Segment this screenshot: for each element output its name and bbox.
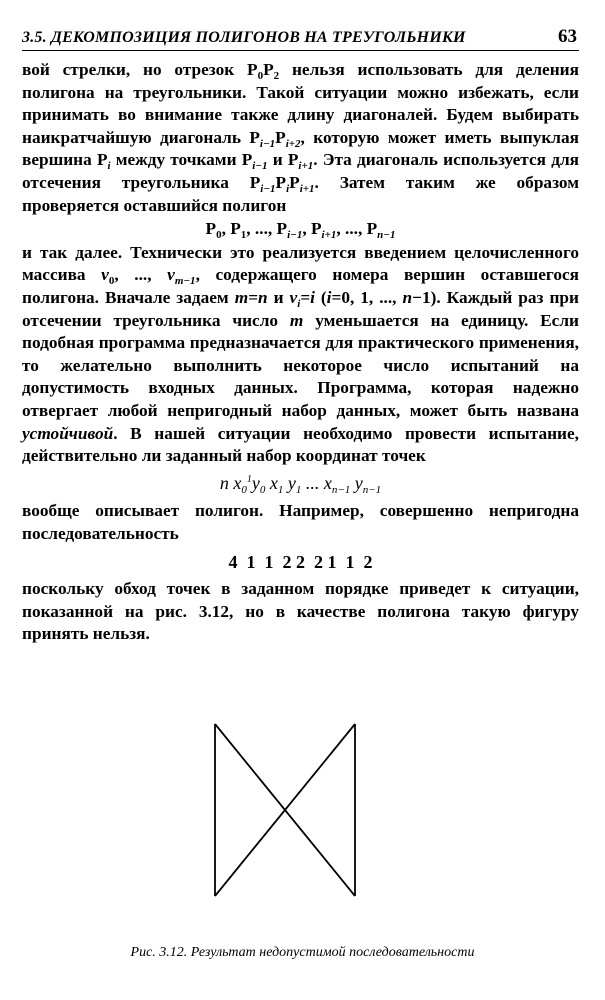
figure-caption: Рис. 3.12. Результат недопустимой последовательности (130, 945, 475, 960)
paragraph-3: вообще описывает полигон. Например, совершенно непригодна последовательность (22, 501, 579, 543)
invalid-sequence-formula: 4 1 1 2 2 2 1 1 2 (228, 552, 373, 573)
vertex-list-formula: $P_0$, $P_1$, ..., $P_{i-1}$, $P_{i+1}$, ..., $P_{n-1}$ (205, 219, 396, 242)
paragraph-4: поскольку обход точек в заданном порядке приведет к ситуации, показанной на рис. 3.12, но в качестве полигона такую фигуру принять нельзя. (22, 579, 579, 644)
page-body (22, 59, 579, 646)
page-number: 63 (558, 26, 577, 47)
paragraph-2: и так далее. Технически это реализуется введением целочисленного массива $v_0$, ..., $v_{m-1}$, содержащего номера вершин оставшегося полигона. Вначале задаем m=n и $v_i=i$ (i=0, 1, ..., n−1). Каждый раз при отсечении треугольника число m уменьшается на единицу. Если подобная программа предназначается для практического применения, то желательно выполнить некоторое число испытаний на допустимость входных данных. Программа, которая надежно отвергает любой непригодный набор данных, может быть названа устойчивой. В нашей ситуации необходимо провести испытание, действительно ли заданный набор координат точек (22, 242, 580, 466)
chapter-title: 3.5. ДЕКОМПОЗИЦИЯ ПОЛИГОНОВ НА ТРЕУГОЛЬНИКИ (22, 29, 466, 46)
paragraph-1: вой стрелки, но отрезок $P_0P_2$ нельзя использовать для деления полигона на треугольники. Такой ситуации можно избежать, если принимать во внимание также длину диагоналей. Будем выбирать наикратчайшую диагональ $P_{i-1}P_{i+2}$, которую может иметь выпуклая вершина $P_i$ между точками $P_{i-1}$ и $P_{i+1}$. Эта диагональ используется для отсечения треугольника $P_{i-1}P_iP_{i+1}$. Затем таким же образом проверяется оставшийся полигон (22, 60, 579, 215)
bowtie-figure (200, 716, 370, 906)
running-header (22, 24, 579, 51)
coordinates-formula: n $x_0^1y_0$ $x_1$ $y_1$ ... $x_{n-1}$ $y_{n-1}$ (219, 472, 382, 496)
